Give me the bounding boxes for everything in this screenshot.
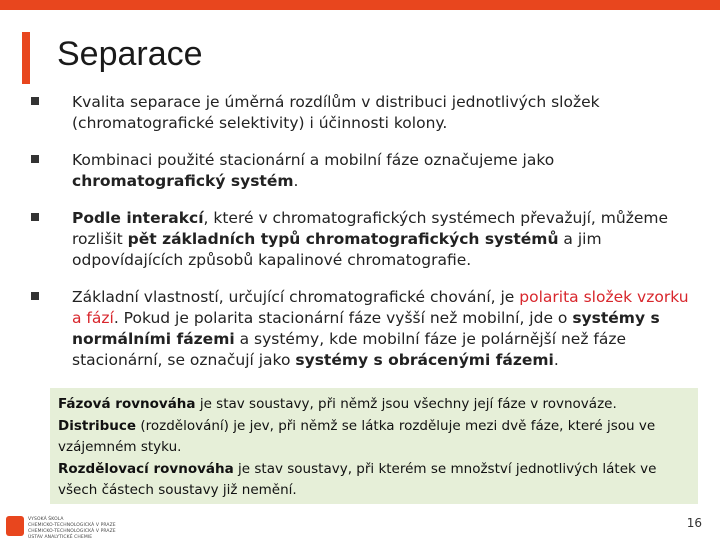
bullet-text: Kvalita separace je úměrná rozdílům v distribuci jednotlivých složek (chromatografické selektivity) i účinnosti kolony. [72,93,600,132]
bullet-item [30,208,700,271]
square-bullet-icon [31,155,39,163]
bullet-text: a jim odpovídajících způsobů kapalinové chromatografie. [72,230,602,269]
institution-logo [6,514,126,540]
bullet-item [30,150,700,192]
bullet-text: a systémy, kde mobilní fáze je polárnější než fáze stacionární, se označují jako [72,330,627,369]
logo-text: VYSOKÁ ŠKOLA CHEMICKO-TECHNOLOGICKÁ V PRAZE CHEMICKO-TECHNOLOGICKÁ V PRAZE ÚSTAV ANALYTICKÉ CHEMIE [28,517,116,540]
bullet-red-highlight: polarita složek vzorku a fází [72,288,689,327]
bullet-text: . [293,172,299,190]
bullet-text: Základní vlastností, určující chromatografické chování, je [72,288,520,306]
definition-item [58,416,688,459]
definition-item [58,459,688,502]
bullet-list [30,92,700,387]
definition-text: je stav soustavy, při kterém se množství jednotlivých látek ve všech částech soustavy již nemění. [58,460,657,498]
bullet-bold-term: chromatografický systém [72,172,294,190]
square-bullet-icon [31,292,39,300]
definition-text: (rozdělování) je jev, při němž se látka rozděluje mezi dvě fáze, které jsou ve vzájemném styku. [58,417,656,455]
bullet-text: , které v chromatografických systémech převažují, můžeme rozlišit [72,209,669,248]
definition-text: je stav soustavy, při němž jsou všechny její fáze v rovnováze. [195,396,617,412]
definition-item [58,394,688,416]
title-accent-bar [22,32,30,84]
slide-title: Separace [57,35,203,73]
bullet-text: . [553,351,559,369]
definition-term: Distribuce [58,417,137,434]
bullet-item [30,92,700,134]
flame-logo-icon [6,516,24,536]
bullet-text: Kombinaci použité stacionární a mobilní fáze označujeme jako [72,151,555,169]
top-accent-bar [0,0,720,10]
square-bullet-icon [31,213,39,221]
bullet-bold-term: Podle interakcí [72,209,204,227]
bullet-item [30,287,700,371]
page-number: 16 [686,516,702,530]
bullet-bold-term: systémy s obrácenými fázemi [295,351,554,369]
bullet-bold-term: systémy s normálními fázemi [72,309,660,348]
square-bullet-icon [31,97,39,105]
bullet-bold-term: pět základních typů chromatografických systémů [127,230,559,248]
definitions-box [50,388,698,504]
definition-term: Rozdělovací rovnováha [58,460,234,477]
bullet-text: . Pokud je polarita stacionární fáze vyšší než mobilní, jde o [113,309,573,327]
definition-term: Fázová rovnováha [58,396,196,412]
